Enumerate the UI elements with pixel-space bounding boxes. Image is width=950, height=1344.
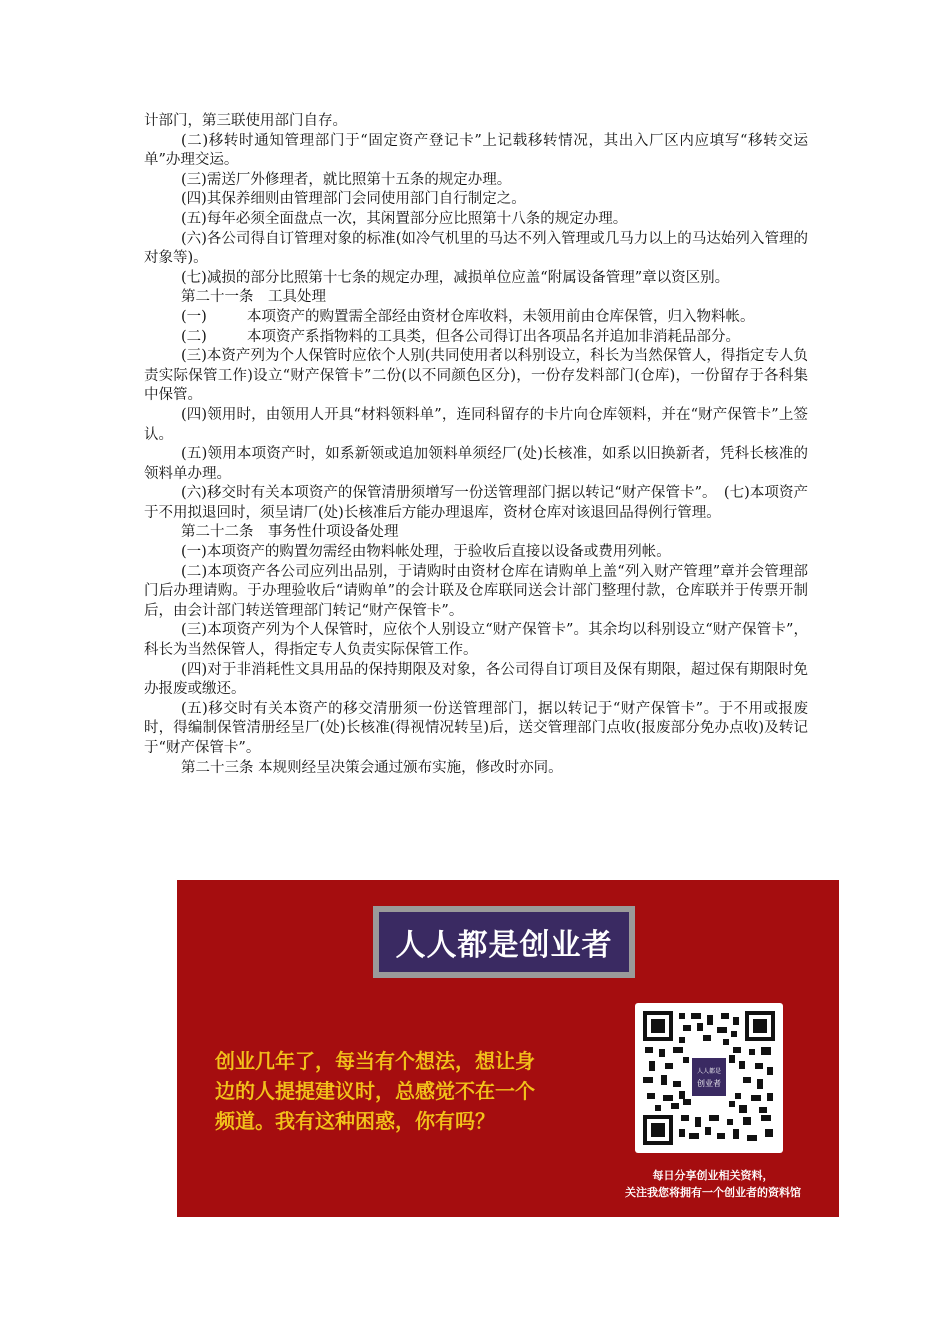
qr-center-text-bottom: 创业者	[697, 1079, 721, 1088]
paragraph: (二)移转时通知管理部门于“固定资产登记卡”上记载移转情况，其出入厂区内应填写“移转交运单”办理交运。	[144, 132, 808, 169]
footer-line: 关注我您将拥有一个创业者的资料馆	[625, 1186, 801, 1199]
paragraph: (五)每年必须全面盘点一次，其闲置部分应比照第十八条的规定办理。	[181, 210, 628, 227]
banner-footer	[597, 1167, 829, 1201]
qr-code-icon	[643, 1011, 775, 1145]
paragraph: (四)对于非消耗性文具用品的保持期限及对象，各公司得自订项目及保有期限，超过保有期限时免办报废或缴还。	[144, 661, 808, 698]
article-heading: 第二十三条 本规则经呈决策会通过颁布实施，修改时亦同。	[181, 759, 563, 776]
item-text: 本项资产系指物料的工具类，但各公司得订出各项品名并追加非消耗品部分。	[247, 328, 740, 345]
item-text: 本项资产的购置需全部经由资材仓库收料，未领用前由仓库保管，归入物料帐。	[247, 308, 755, 325]
list-item	[144, 328, 808, 348]
paragraph: (三)需送厂外修理者，就比照第十五条的规定办理。	[181, 171, 512, 188]
paragraph: (六)移交时有关本项资产的保管清册须增写一份送管理部门据以转记“财产保管卡”。 (七)本项资产于不用拟退回时，须呈请厂(处)长核准后方能办理退库，资材仓库对该退回品得例行管理。	[144, 485, 808, 521]
paragraph: (七)减损的部分比照第十七条的规定办理，减损单位应盖“附属设备管理”章以资区别。	[181, 269, 730, 286]
banner-title: 人人都是创业者	[379, 912, 629, 972]
list-item	[144, 308, 808, 328]
footer-line: 每日分享创业相关资料，	[652, 1169, 774, 1182]
paragraph: (二)本项资产各公司应列出品别，于请购时由资材仓库在请购单上盖“列入财产管理”章并会管理部门后办理请购。于办理验收后“请购单”的会计联及仓库联同送会计部门整理付款，仓库联并于传票开制后，由会计部门转送管理部门转记“财产保管卡”。	[144, 563, 808, 619]
paragraph: 计部门，第三联使用部门自存。	[144, 113, 347, 129]
banner-title-frame	[373, 906, 635, 978]
item-label: (二)	[181, 328, 207, 345]
paragraph: (五)移交时有关本资产的移交清册须一份送管理部门，据以转记于“财产保管卡”。于不用或报废时，得编制保管清册经呈厂(处)长核准(得视情况转呈)后，送交管理部门点收(报废部分免办点收)及转记于“财产保管卡”。	[144, 700, 808, 756]
paragraph: (三)本项资产列为个人保管时，应依个人别设立“财产保管卡”。其余均以科别设立“财产保管卡”，科长为当然保管人，得指定专人负责实际保管工作。	[144, 622, 808, 659]
paragraph: (六)各公司得自订管理对象的标准(如冷气机里的马达不列入管理或几马力以上的马达始列入管理的对象等)。	[144, 230, 808, 267]
paragraph: (一)本项资产的购置勿需经由物料帐处理，于验收后直接以设备或费用列帐。	[181, 544, 671, 561]
document-body	[144, 112, 808, 778]
article-heading: 第二十一条 工具处理	[181, 289, 326, 306]
paragraph: (五)领用本项资产时，如系新领或追加领料单须经厂(处)长核准，如系以旧换新者，凭科长核准的领料单办理。	[144, 446, 808, 482]
qr-center-text-top: 人人都是	[696, 1068, 722, 1075]
paragraph: (三)本资产列为个人保管时应依个人别(共同使用者以科别设立，科长为当然保管人，得指定专人负责实际保管工作)设立“财产保管卡”二份(以不同颜色区分)，一份存发料部门(仓库)，一份留存于各科集中保管。	[144, 348, 808, 404]
article-heading: 第二十二条 事务性什项设备处理	[181, 524, 399, 541]
paragraph: (四)领用时，由领用人开具“材料领料单”，连同科留存的卡片向仓库领料，并在“财产保管卡”上签认。	[144, 406, 808, 443]
banner-pitch-text: 创业几年了，每当有个想法，想让身边的人提提建议时，总感觉不在一个频道。我有这种困惑，你有吗？	[215, 1049, 535, 1133]
paragraph: (四)其保养细则由管理部门会同使用部门自行制定之。	[181, 191, 526, 208]
item-label: (一)	[181, 308, 207, 325]
qr-code-card[interactable]	[635, 1003, 783, 1153]
promo-banner	[177, 880, 839, 1217]
